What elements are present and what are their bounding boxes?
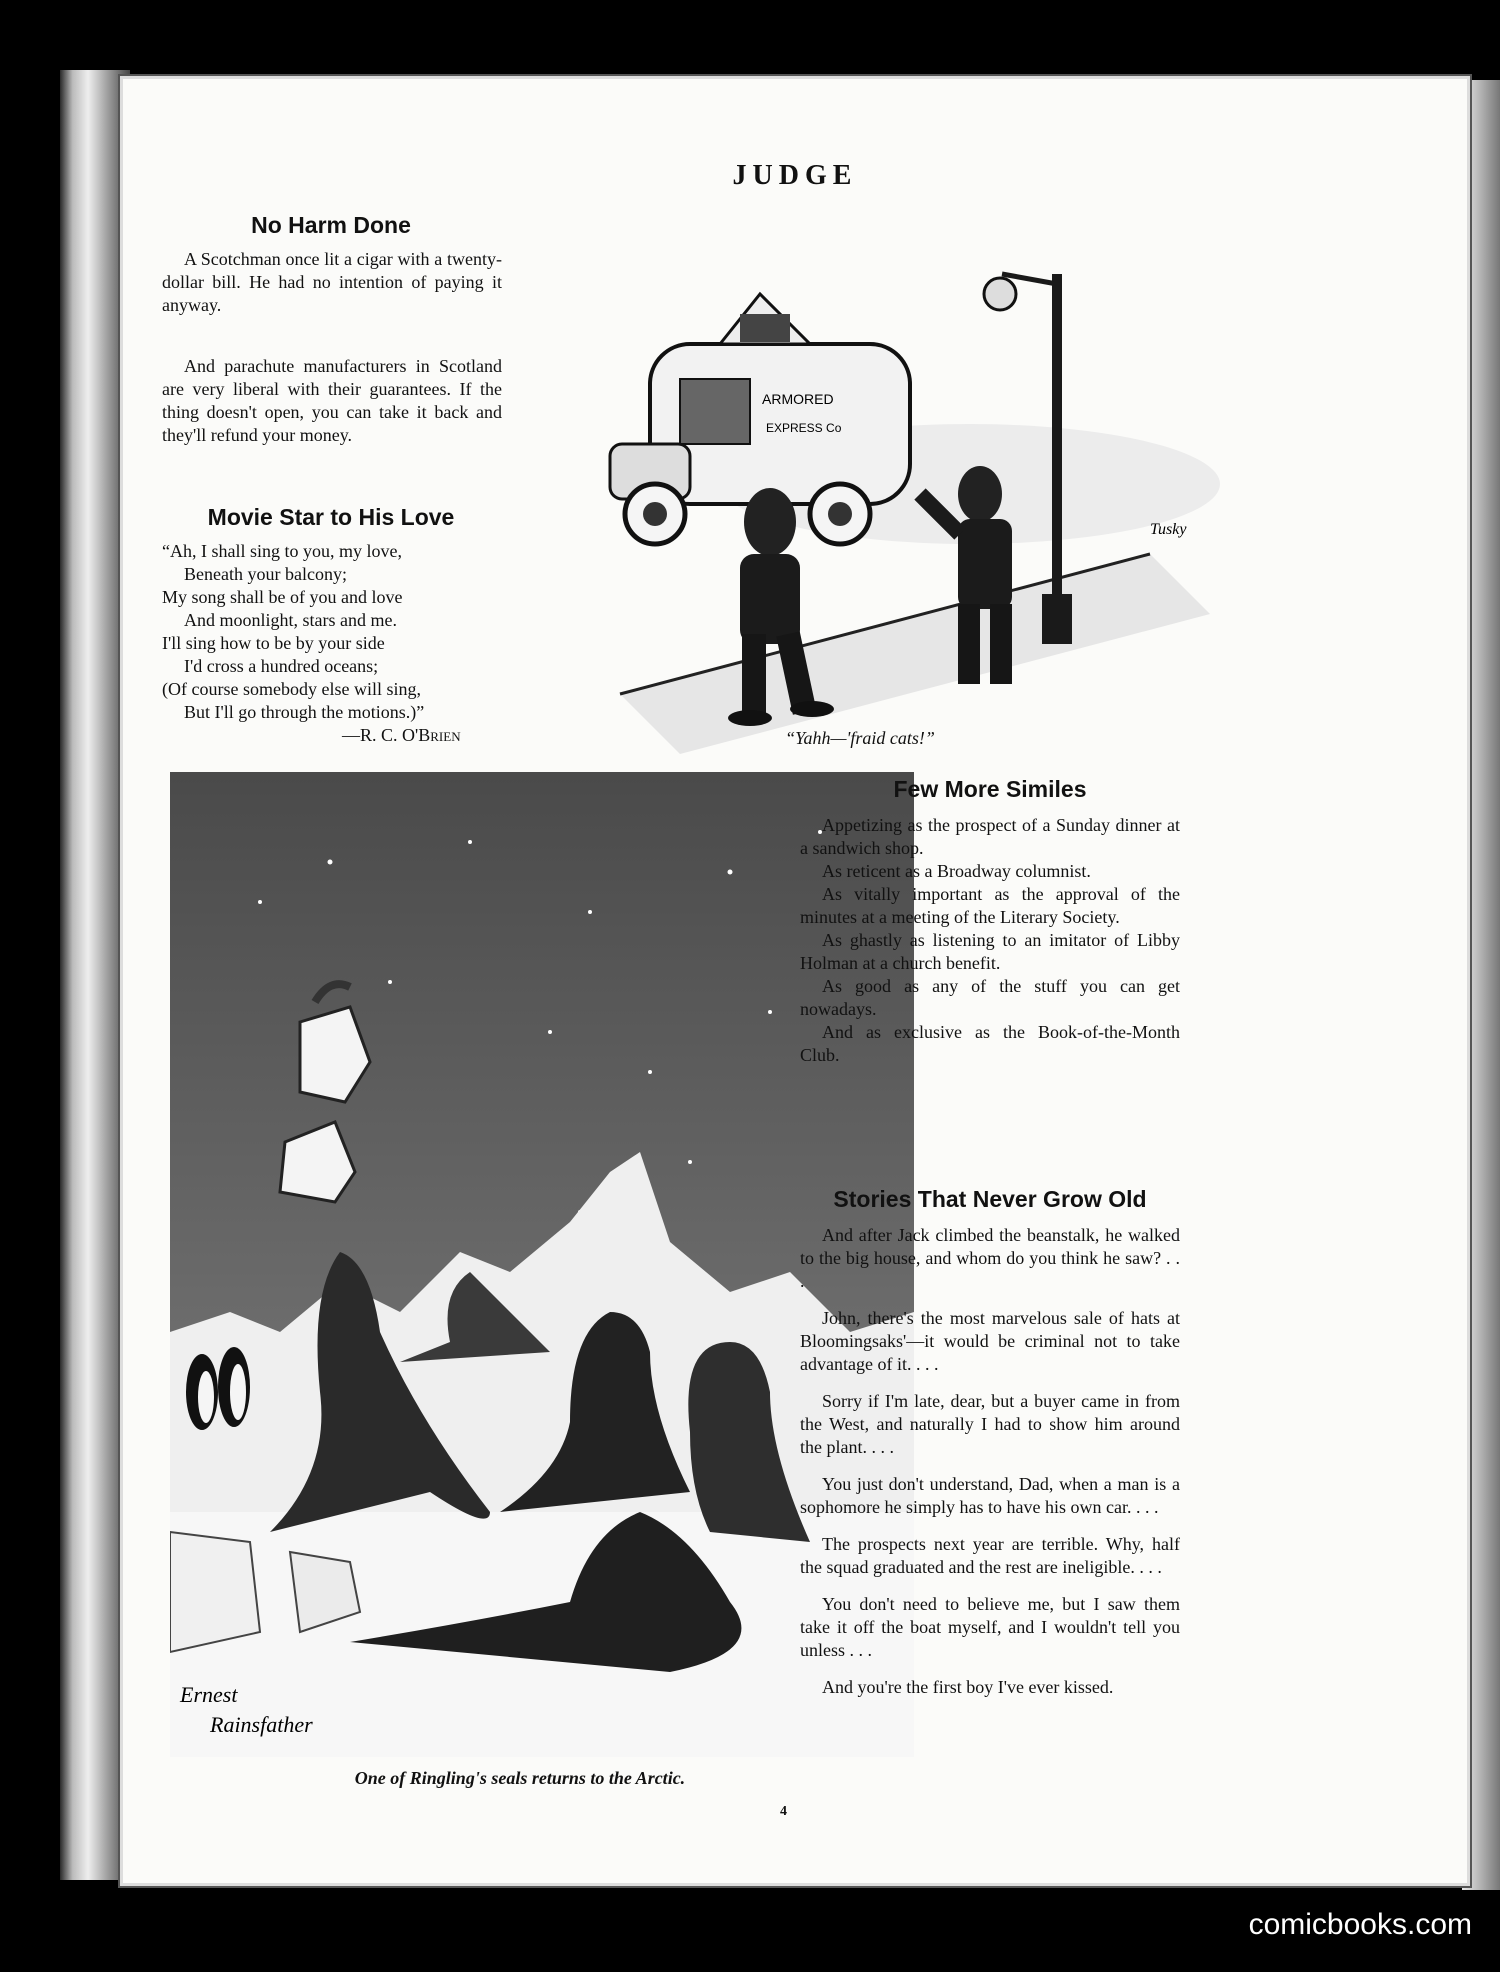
masthead: JUDGE <box>732 160 858 191</box>
truck-text-express: EXPRESS Co <box>766 421 842 435</box>
story-item: And you're the first boy I've ever kissed. <box>822 1677 1114 1697</box>
stories-text <box>800 1224 1180 1713</box>
movie-star-title: Movie Star to His Love <box>207 504 455 530</box>
page-number: 4 <box>780 1804 787 1819</box>
simile-item: And as exclusive as the Book-of-the-Month Club. <box>800 1022 1180 1065</box>
story-item: You just don't understand, Dad, when a man is a sophomore he simply has to have his own car. . . . <box>800 1474 1180 1517</box>
movie-star-poem <box>162 540 502 747</box>
stories-title: Stories That Never Grow Old <box>833 1186 1147 1212</box>
armored-car-cartoon <box>590 194 1310 774</box>
cartoon1-caption: “Yahh—'fraid cats!” <box>785 728 935 748</box>
poem-line: “Ah, I shall sing to you, my love, <box>162 541 402 561</box>
truck-text-armored: ARMORED <box>762 391 834 407</box>
no-harm-paragraph-2: And parachute manufacturers in Scotland are very liberal with their guarantees. If the thing doesn't open, you can take it back and they'll refund your money. <box>162 356 502 445</box>
cartoon1-signature: Tusky <box>1150 521 1187 538</box>
no-harm-paragraph-1: A Scotchman once lit a cigar with a twenty-dollar bill. He had no intention of paying it anyway. <box>162 249 502 315</box>
poem-line: (Of course somebody else will sing, <box>162 679 421 699</box>
poem-line: My song shall be of you and love <box>162 587 403 607</box>
simile-item: As good as any of the stuff you can get nowadays. <box>800 976 1180 1019</box>
magazine-page <box>118 74 1472 1888</box>
watermark: comicbooks.com <box>1248 1908 1472 1941</box>
similes-title: Few More Similes <box>893 776 1087 802</box>
simile-item: Appetizing as the prospect of a Sunday dinner at a sandwich shop. <box>800 815 1180 858</box>
poem-author: —R. C. O'Brien <box>342 725 461 745</box>
story-item: You don't need to believe me, but I saw them take it off the boat myself, and I wouldn't tell you unless . . . <box>800 1594 1180 1660</box>
poem-line: Beneath your balcony; <box>184 564 347 584</box>
poem-line: I'll sing how to be by your side <box>162 633 385 653</box>
poem-line: And moonlight, stars and me. <box>184 610 397 630</box>
poem-line: I'd cross a hundred oceans; <box>184 656 379 676</box>
no-harm-title: No Harm Done <box>251 212 411 238</box>
simile-item: As vitally important as the approval of the minutes at a meeting of the Literary Society. <box>800 884 1180 927</box>
simile-item: As ghastly as listening to an imitator of Libby Holman at a church benefit. <box>800 930 1180 973</box>
story-item: The prospects next year are terrible. Why, half the squad graduated and the rest are ineligible. . . . <box>800 1534 1180 1577</box>
cartoon2-caption: One of Ringling's seals returns to the Arctic. <box>354 1768 686 1788</box>
simile-item: As reticent as a Broadway columnist. <box>822 861 1091 881</box>
poem-line: But I'll go through the motions.)” <box>184 702 425 722</box>
cartoon2-signature-2: Rainsfather <box>210 1712 313 1737</box>
similes-text <box>800 814 1180 1067</box>
no-harm-text <box>162 248 502 447</box>
cartoon2-signature-1: Ernest <box>180 1682 238 1707</box>
story-item: John, there's the most marvelous sale of hats at Bloomingsaks'—it would be criminal not to take advantage of it. . . . <box>800 1308 1180 1374</box>
story-item: Sorry if I'm late, dear, but a buyer came in from the West, and naturally I had to show him around the plant. . . . <box>800 1391 1180 1457</box>
story-item: And after Jack climbed the beanstalk, he walked to the big house, and whom do you think he saw? . . . <box>800 1225 1180 1291</box>
